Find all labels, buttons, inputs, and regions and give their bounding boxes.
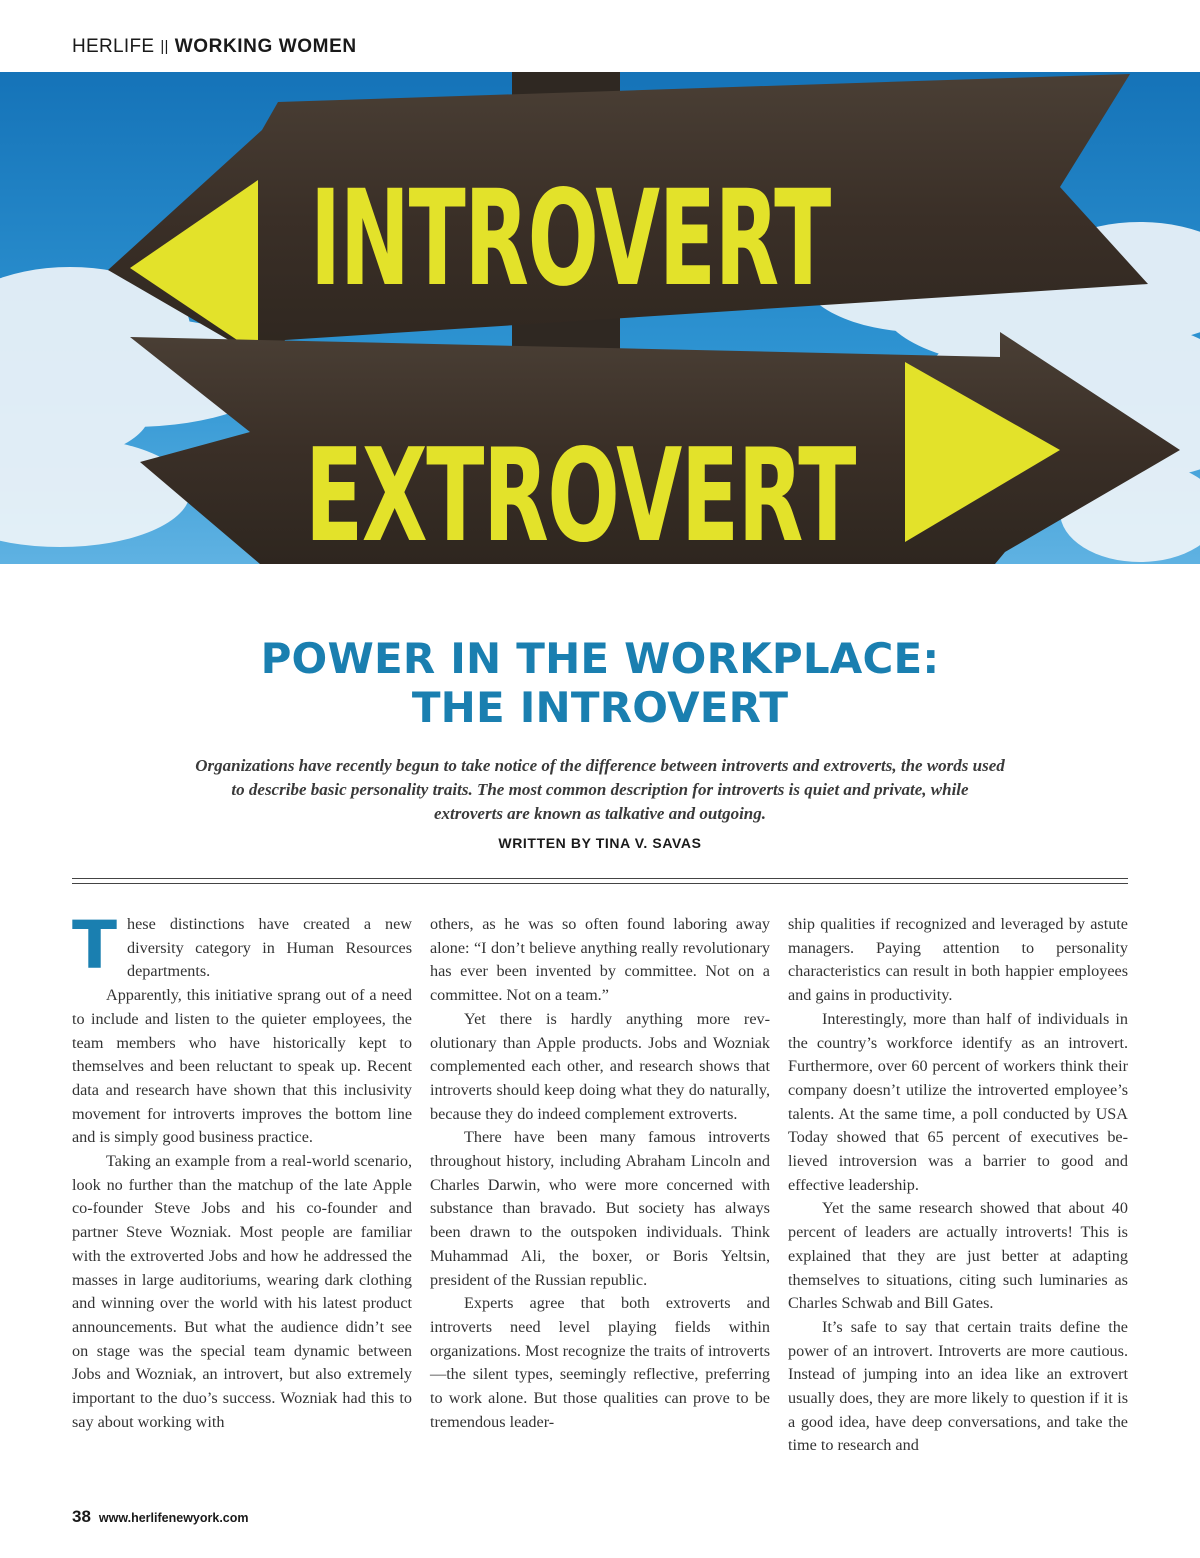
byline: WRITTEN BY TINA V. SAVAS <box>498 835 702 851</box>
deck-line-1: Organizations have recently begun to take notice of the difference between introverts and extroverts, the words used <box>195 756 1005 775</box>
paragraph: It’s safe to say that certain traits define the power of an introvert. Introverts are more cautious. Instead of jumping into an idea like an extrovert usually does, they are more likely to question if it is a good idea, have deep conversations, and take the time to research and <box>788 1317 1128 1455</box>
divider-rule <box>72 878 1128 884</box>
publication-name: HERLIFE <box>72 36 155 57</box>
article-body <box>72 913 1128 1483</box>
deck-line-2: to describe basic personality traits. The most common description for introverts is quiet and private, while <box>231 780 969 799</box>
article-title <box>0 634 1200 732</box>
running-head <box>72 36 357 58</box>
paragraph: others, as he was so often found laboring away alone: “I don’t believe anything really revolutionary has ever been invented by committee. Not on a committee. Not on a team.” <box>430 915 770 1005</box>
sign-top-text: INTROVERT <box>310 162 832 316</box>
paragraph <box>72 913 412 984</box>
page-footer <box>72 1507 249 1527</box>
paragraph: Yet the same research showed that about 40 percent of leaders are actually introverts! This is explained that they are just better at adapting themselves to situations, citing such luminaries as Charles Schwab and Bill Gates. <box>788 1199 1128 1313</box>
sign-bottom-text: EXTROVERT <box>305 422 857 564</box>
deck-line-3: extroverts are known as talkative and outgoing. <box>434 804 766 823</box>
paragraph-text: hese distinctions have created a new diversity category in Human Resources departments. <box>127 915 412 981</box>
header-separator: || <box>160 38 169 55</box>
paragraph: ship qualities if recognized and leveraged by astute managers. Paying attention to personality characteristics can result in both happier employees and gains in productivity. <box>788 915 1128 1005</box>
page-number: 38 <box>72 1507 91 1526</box>
title-line-1: POWER IN THE WORKPLACE: <box>260 634 940 683</box>
paragraph: Taking an example from a real-world scenario, look no further than the matchup of the late Apple co-founder Steve Jobs and his co-founder and partner Steve Wozniak. Most people are familiar with the extroverted Jobs and how he addressed the masses in large auditoriums, wearing dark clothing and winning over the world with his latest product announcements. But what the audience didn’t see on stage was the special team dynamic between Jobs and Wozniak, an introvert, but also extremely important to the duo’s success. Wozniak had this to say about working with <box>72 1152 412 1431</box>
column-2 <box>430 913 770 1483</box>
section-name: WORKING WOMEN <box>174 36 357 57</box>
hero-image <box>0 72 1200 564</box>
paragraph: Apparently, this initiative sprang out of a need to include and listen to the quieter employees, the team members who have historically kept to themselves and been reluctant to speak up. Recent data and research have shown that this inclusivity movement for introverts improves the bottom line and is simply good business practice. <box>72 986 412 1147</box>
title-line-2: THE INTROVERT <box>411 683 789 732</box>
website-link[interactable]: www.herlifenewyork.com <box>98 1511 249 1525</box>
column-1 <box>72 913 412 1483</box>
paragraph: There have been many famous introverts throughout history, including Abraham Lincoln and Charles Darwin, who were more concerned with substance than bravado. But society has always been drawn to the outspoken individuals. Think Muhammad Ali, the boxer, or Boris Yeltsin, president of the Russian republic. <box>430 1128 770 1289</box>
column-3 <box>788 913 1128 1483</box>
signpost-illustration <box>0 72 1200 564</box>
paragraph: Yet there is hardly anything more revolutionary than Apple products. Jobs and Wozniak complemented each other, and research shows that introverts should keep doing what they do naturally, because they do indeed complement extroverts. <box>430 1009 770 1123</box>
article-deck <box>150 754 1050 826</box>
paragraph: Interestingly, more than half of individuals in the country’s workforce identify as an introvert. Furthermore, over 60 percent of workers think their company doesn’t utilize the introverted employee’s talents. At the same time, a poll conducted by USA Today showed that 65 percent of executives believed introversion was a barrier to good and effective leadership. <box>788 1009 1128 1194</box>
paragraph: Experts agree that both extroverts and introverts need level playing fields within organizations. Most recognize the traits of introverts—the silent types, seemingly reflective, preferring to work alone. But those qualities can prove to be tremendous leader- <box>430 1294 770 1431</box>
drop-cap: T <box>72 913 118 984</box>
